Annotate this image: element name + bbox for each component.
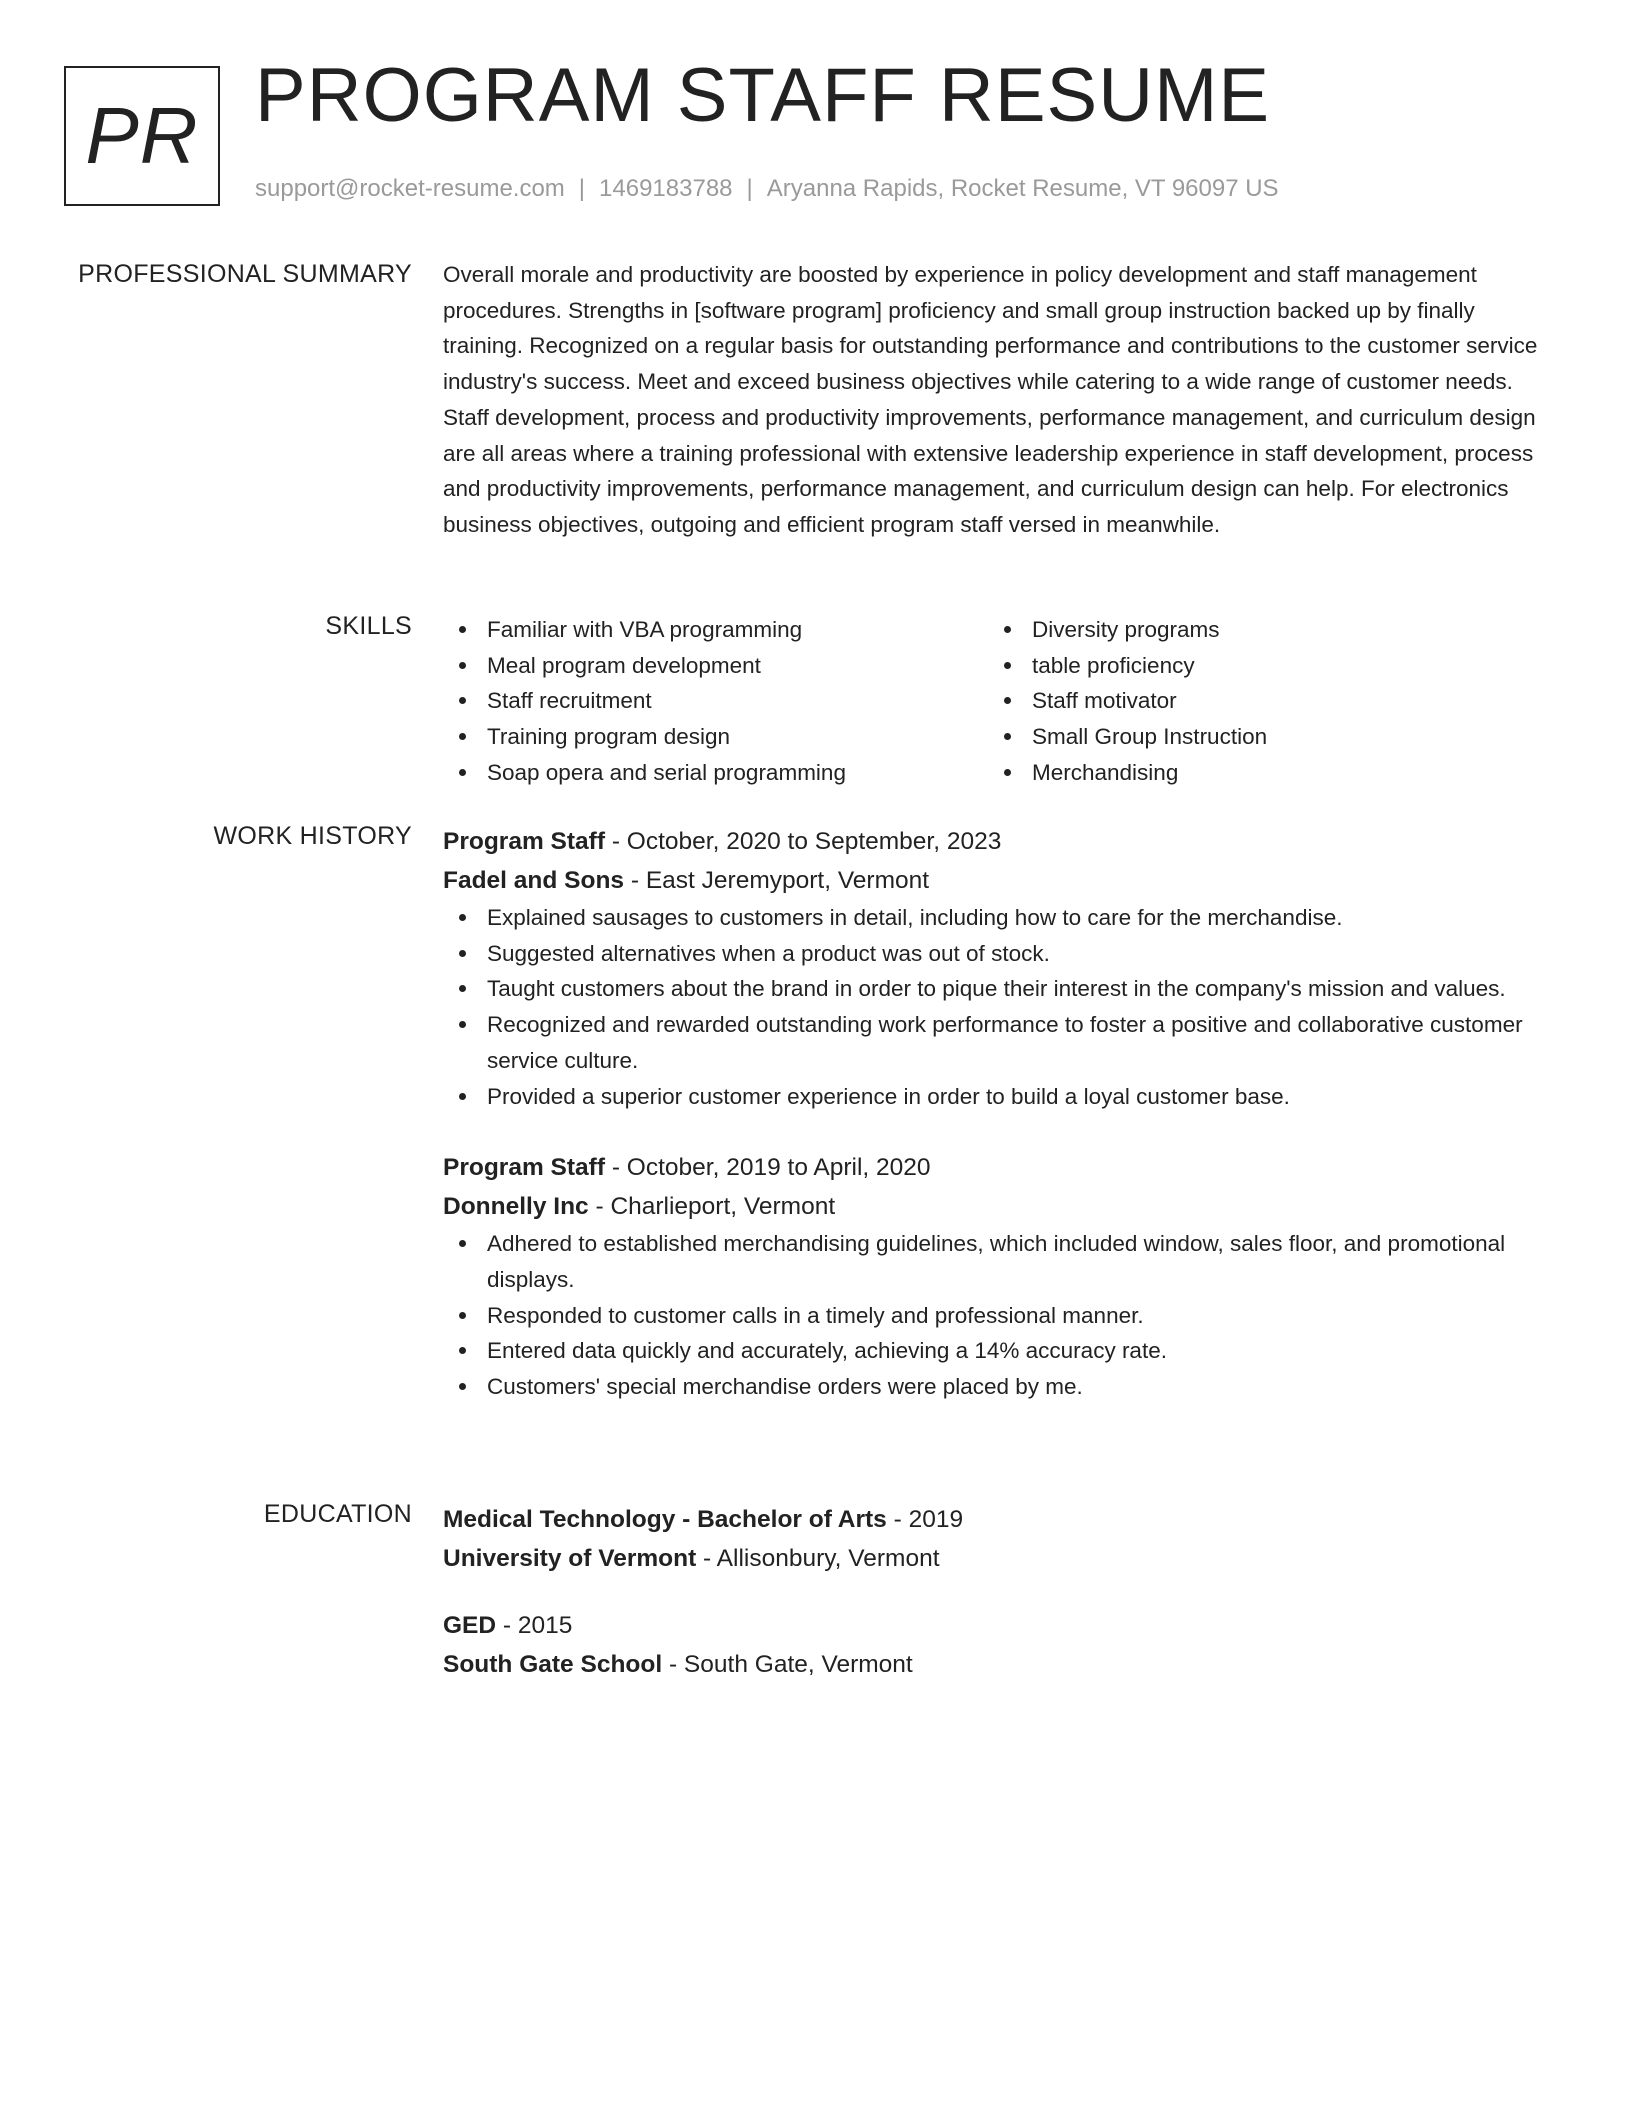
education-location: - South Gate, Vermont	[662, 1651, 913, 1678]
section-label-education: EDUCATION	[263, 1500, 412, 1528]
skill-item: Meal program development	[443, 648, 988, 684]
education-degree: Medical Technology - Bachelor of Arts	[443, 1506, 887, 1533]
job-company-line	[443, 861, 1558, 900]
job-duty-item: Customers' special merchandise orders were placed by me.	[443, 1369, 1558, 1405]
contact-separator: |	[578, 175, 586, 202]
education-body	[443, 1500, 1558, 1712]
job-duty-item: Recognized and rewarded outstanding work performance to foster a positive and collaborative customer service culture.	[443, 1007, 1558, 1078]
education-location: - Allisonbury, Vermont	[696, 1545, 940, 1572]
education-year: - 2015	[496, 1612, 573, 1639]
skill-item: Staff motivator	[988, 683, 1533, 719]
skill-item: Staff recruitment	[443, 683, 988, 719]
job-location: - Charlieport, Vermont	[588, 1193, 836, 1221]
monogram-badge	[64, 66, 220, 206]
job-duty-item: Adhered to established merchandising guidelines, which included window, sales floor, and promotional displays.	[443, 1226, 1558, 1297]
skill-item: Familiar with VBA programming	[443, 612, 988, 648]
section-label-summary: PROFESSIONAL SUMMARY	[78, 260, 412, 288]
job-duty-item: Taught customers about the brand in order to pique their interest in the company's mission and values.	[443, 971, 1558, 1007]
job-duty-item: Entered data quickly and accurately, achieving a 14% accuracy rate.	[443, 1333, 1558, 1369]
skill-item: Diversity programs	[988, 612, 1533, 648]
skills-list-left	[443, 612, 988, 791]
job-title: Program Staff	[443, 828, 606, 855]
work-history-body	[443, 822, 1558, 1439]
contact-address: Aryanna Rapids, Rocket Resume, VT 96097 US	[766, 175, 1279, 202]
skills-column-left	[443, 612, 988, 791]
job-dates: - October, 2019 to April, 2020	[605, 1154, 931, 1182]
page-title: PROGRAM STAFF RESUME	[255, 53, 1271, 138]
job-duty-item: Responded to customer calls in a timely and professional manner.	[443, 1298, 1558, 1334]
skill-item: Training program design	[443, 719, 988, 755]
job-entry	[443, 1148, 1558, 1405]
skill-item: Soap opera and serial programming	[443, 755, 988, 791]
contact-separator: |	[746, 175, 753, 202]
summary-body	[443, 260, 1558, 543]
education-school-line	[443, 1645, 1558, 1684]
section-label-work-history: WORK HISTORY	[213, 822, 412, 850]
job-company: Fadel and Sons	[443, 867, 625, 894]
job-title-line	[443, 1148, 1558, 1187]
skill-item: table proficiency	[988, 648, 1533, 684]
job-duties-list	[443, 900, 1558, 1114]
education-school-line	[443, 1539, 1558, 1578]
skills-column-right	[988, 612, 1533, 791]
education-entry	[443, 1606, 1558, 1684]
job-company-line	[443, 1187, 1558, 1226]
job-title-line	[443, 822, 1558, 861]
education-year: - 2019	[886, 1506, 964, 1533]
skill-item: Small Group Instruction	[988, 719, 1533, 755]
job-location: - East Jeremyport, Vermont	[624, 867, 930, 894]
education-degree-line	[443, 1606, 1558, 1645]
skills-list-right	[988, 612, 1533, 791]
education-school: South Gate School	[443, 1651, 663, 1678]
job-duties-list	[443, 1226, 1558, 1405]
job-duty-item: Suggested alternatives when a product was out of stock.	[443, 936, 1558, 972]
job-company: Donnelly Inc	[443, 1193, 589, 1221]
job-entry	[443, 822, 1558, 1114]
education-degree-line	[443, 1500, 1558, 1539]
skill-item: Merchandising	[988, 755, 1533, 791]
monogram-initials: PR	[85, 91, 199, 180]
section-label-skills: SKILLS	[325, 612, 412, 640]
education-entry	[443, 1500, 1558, 1578]
contact-phone[interactable]: 1469183788	[599, 175, 733, 202]
education-degree: GED	[443, 1612, 497, 1639]
job-title: Program Staff	[443, 1154, 606, 1182]
summary-text: Overall morale and productivity are boosted by experience in policy development and staff management procedures. Strengths in [software program] proficiency and small group instruction backed up by finally training. Recognized on a regular basis for outstanding performance and contributions to the customer service industry's success. Meet and exceed business objectives while catering to a wide range of customer needs. Staff development, process and productivity improvements, performance management, and curriculum design are all areas where a training professional with extensive leadership experience in staff development, process and productivity improvements, performance management, and curriculum design can help. For electronics business objectives, outgoing and efficient program staff versed in meanwhile.	[443, 262, 1538, 537]
skills-columns	[443, 612, 1558, 791]
job-duty-item: Provided a superior customer experience in order to build a loyal customer base.	[443, 1079, 1558, 1115]
job-duty-item: Explained sausages to customers in detail, including how to care for the merchandise.	[443, 900, 1558, 936]
job-dates: - October, 2020 to September, 2023	[605, 828, 1002, 855]
education-school: University of Vermont	[443, 1545, 697, 1572]
contact-line	[255, 175, 1279, 203]
skills-body	[443, 612, 1558, 791]
contact-email[interactable]: support@rocket-resume.com	[255, 175, 565, 202]
